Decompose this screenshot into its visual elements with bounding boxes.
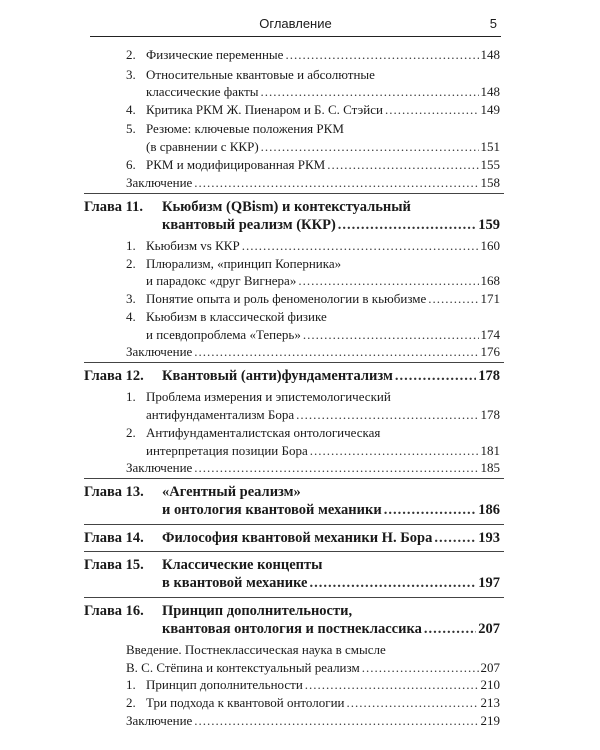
toc-entry[interactable] bbox=[126, 713, 500, 729]
entry-title: Относительные квантовые и абсолютные bbox=[146, 67, 375, 82]
entry-number: 2. bbox=[126, 256, 136, 271]
divider bbox=[84, 524, 504, 525]
chapter-entry[interactable] bbox=[162, 621, 500, 638]
dot-leader bbox=[194, 460, 478, 476]
entry-title-cont: и псевдопроблема «Теперь» bbox=[146, 327, 301, 342]
dot-leader bbox=[338, 217, 476, 234]
chapter-title-cont: в квантовой механике bbox=[162, 575, 308, 591]
dot-leader bbox=[424, 621, 476, 638]
chapter-label: Глава 13. bbox=[84, 484, 144, 500]
chapter-title: Классические концепты bbox=[162, 557, 323, 573]
chapter-label: Глава 14. bbox=[84, 530, 144, 546]
entry-number: 2. bbox=[126, 47, 136, 62]
toc-entry[interactable] bbox=[126, 291, 500, 307]
entry-page: 168 bbox=[480, 273, 500, 288]
entry-number: 2. bbox=[126, 425, 136, 440]
entry-title: Физические переменные bbox=[146, 47, 284, 62]
entry-title: Проблема измерения и эпистемологический bbox=[146, 389, 391, 404]
toc-entry[interactable] bbox=[126, 695, 500, 711]
toc-entry[interactable] bbox=[146, 139, 500, 155]
entry-number: 4. bbox=[126, 102, 136, 117]
toc-entry[interactable] bbox=[126, 460, 500, 476]
dot-leader bbox=[310, 575, 477, 592]
entry-number: 3. bbox=[126, 291, 136, 306]
chapter-page: 197 bbox=[478, 575, 500, 591]
entry-title: Заключение bbox=[126, 460, 193, 475]
chapter-label: Глава 12. bbox=[84, 368, 144, 384]
dot-leader bbox=[298, 273, 478, 289]
divider bbox=[84, 478, 504, 479]
dot-leader bbox=[384, 502, 477, 519]
entry-title: Критика РКМ Ж. Пиенаром и Б. С. Стэйси bbox=[146, 102, 383, 117]
chapter-title-cont: квантовая онтология и постнеклассика bbox=[162, 621, 422, 637]
chapter-entry[interactable] bbox=[162, 217, 500, 234]
page-header bbox=[90, 14, 501, 37]
entry-page: 213 bbox=[480, 695, 500, 710]
divider bbox=[84, 597, 504, 598]
running-title: Оглавление bbox=[259, 16, 332, 31]
dot-leader bbox=[285, 47, 478, 63]
dot-leader bbox=[434, 530, 476, 547]
dot-leader bbox=[194, 344, 478, 360]
entry-page: 185 bbox=[480, 460, 500, 475]
entry-page: 207 bbox=[480, 660, 500, 675]
entry-title: Заключение bbox=[126, 175, 193, 190]
chapter-page: 178 bbox=[478, 368, 500, 384]
toc-entry[interactable] bbox=[146, 327, 500, 343]
dot-leader bbox=[261, 84, 479, 100]
dot-leader bbox=[385, 102, 479, 118]
entry-title: Введение. Постнеклассическая наука в смысле bbox=[126, 642, 386, 657]
entry-number: 2. bbox=[126, 695, 136, 710]
toc-entry[interactable] bbox=[126, 175, 500, 191]
chapter-title: Философия квантовой механики Н. Бора bbox=[162, 530, 433, 546]
entry-page: 181 bbox=[480, 443, 500, 458]
entry-page: 148 bbox=[480, 84, 500, 99]
toc-entry[interactable] bbox=[126, 344, 500, 360]
entry-title: Кьюбизм в классической физике bbox=[146, 309, 327, 324]
dot-leader bbox=[296, 407, 478, 423]
divider bbox=[84, 551, 504, 552]
toc-entry[interactable] bbox=[126, 157, 500, 173]
toc-entry[interactable] bbox=[146, 443, 500, 459]
chapter-entry[interactable] bbox=[162, 502, 500, 519]
chapter-label: Глава 11. bbox=[84, 199, 144, 215]
dot-leader bbox=[327, 157, 478, 173]
dot-leader bbox=[303, 327, 479, 343]
entry-page: 160 bbox=[480, 238, 500, 253]
entry-number: 6. bbox=[126, 157, 136, 172]
entry-title: Заключение bbox=[126, 344, 193, 359]
divider bbox=[84, 362, 504, 363]
entry-page: 174 bbox=[480, 327, 500, 342]
toc-entry[interactable] bbox=[126, 47, 500, 63]
entry-title: Заключение bbox=[126, 713, 193, 728]
divider bbox=[84, 193, 504, 194]
toc-entry[interactable] bbox=[126, 660, 500, 676]
chapter-entry[interactable] bbox=[162, 530, 500, 547]
entry-number: 5. bbox=[126, 121, 136, 136]
chapter-title: Принцип дополнительности, bbox=[162, 603, 353, 619]
dot-leader bbox=[261, 139, 479, 155]
dot-leader bbox=[242, 238, 479, 254]
entry-title-cont: классические факты bbox=[146, 84, 259, 99]
entry-title: РКМ и модифицированная РКМ bbox=[146, 157, 326, 172]
entry-title: Плюрализм, «принцип Коперника» bbox=[146, 256, 342, 271]
dot-leader bbox=[310, 443, 479, 459]
chapter-label: Глава 15. bbox=[84, 557, 144, 573]
entry-page: 149 bbox=[480, 102, 500, 117]
entry-title: Кьюбизм vs ККР bbox=[146, 238, 240, 253]
dot-leader bbox=[362, 660, 479, 676]
entry-title: Понятие опыта и роль феноменологии в кьюбизме bbox=[146, 291, 427, 306]
entry-page: 171 bbox=[480, 291, 500, 306]
chapter-title-cont: квантовый реализм (ККР) bbox=[162, 217, 336, 233]
toc-entry[interactable] bbox=[146, 84, 500, 100]
dot-leader bbox=[194, 713, 478, 729]
chapter-title: Кьюбизм (QBism) и контекстуальный bbox=[162, 199, 411, 215]
dot-leader bbox=[194, 175, 478, 191]
chapter-title-cont: и онтология квантовой механики bbox=[162, 502, 382, 518]
entry-title-cont: В. С. Стёпина и контекстуальный реализм bbox=[126, 660, 360, 675]
chapter-page: 207 bbox=[478, 621, 500, 637]
chapter-entry[interactable] bbox=[162, 575, 500, 592]
chapter-title: «Агентный реализм» bbox=[162, 484, 301, 500]
entry-number: 1. bbox=[126, 238, 136, 253]
entry-title: Принцип дополнительности bbox=[146, 677, 303, 692]
dot-leader bbox=[305, 677, 479, 693]
page-number: 5 bbox=[489, 16, 497, 31]
chapter-entry[interactable] bbox=[162, 368, 500, 385]
entry-page: 155 bbox=[480, 157, 500, 172]
toc-entry[interactable] bbox=[146, 407, 500, 423]
entry-title-cont: и парадокс «друг Вигнера» bbox=[146, 273, 297, 288]
chapter-page: 159 bbox=[478, 217, 500, 233]
entry-title: Три подхода к квантовой онтологии bbox=[146, 695, 345, 710]
dot-leader bbox=[428, 291, 478, 307]
entry-number: 1. bbox=[126, 389, 136, 404]
entry-title-cont: интерпретация позиции Бора bbox=[146, 443, 308, 458]
toc-entry[interactable] bbox=[146, 273, 500, 289]
entry-title: Резюме: ключевые положения РКМ bbox=[146, 121, 344, 136]
entry-number: 4. bbox=[126, 309, 136, 324]
chapter-page: 186 bbox=[478, 502, 500, 518]
chapter-label: Глава 16. bbox=[84, 603, 144, 619]
entry-page: 210 bbox=[480, 677, 500, 692]
dot-leader bbox=[395, 368, 476, 385]
dot-leader bbox=[347, 695, 479, 711]
entry-title-cont: (в сравнении с ККР) bbox=[146, 139, 259, 154]
toc-entry[interactable] bbox=[126, 677, 500, 693]
entry-page: 151 bbox=[480, 139, 500, 154]
entry-page: 158 bbox=[480, 175, 500, 190]
entry-page: 178 bbox=[480, 407, 500, 422]
entry-page: 219 bbox=[480, 713, 500, 728]
chapter-title: Квантовый (анти)фундаментализм bbox=[162, 368, 393, 384]
entry-number: 1. bbox=[126, 677, 136, 692]
entry-title-cont: антифундаментализм Бора bbox=[146, 407, 295, 422]
entry-page: 148 bbox=[480, 47, 500, 62]
toc-entry[interactable] bbox=[126, 238, 500, 254]
toc-entry[interactable] bbox=[126, 102, 500, 118]
entry-title: Антифундаменталистская онтологическая bbox=[146, 425, 381, 440]
chapter-page: 193 bbox=[478, 530, 500, 546]
entry-number: 3. bbox=[126, 67, 136, 82]
entry-page: 176 bbox=[480, 344, 500, 359]
